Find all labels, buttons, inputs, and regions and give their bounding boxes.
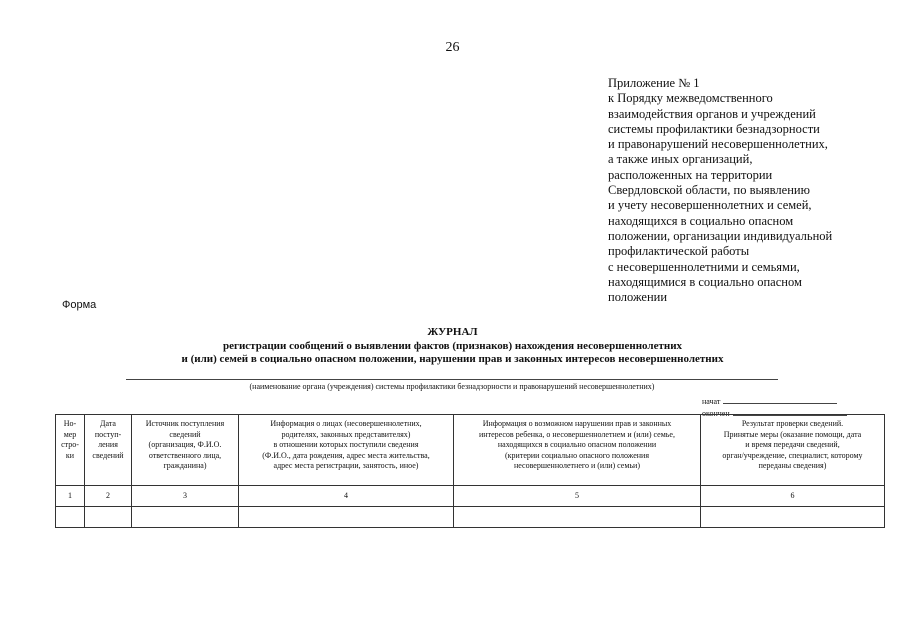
appendix-line: взаимодействия органов и учреждений	[608, 106, 816, 121]
appendix-line: Свердловской области, по выявлению	[608, 183, 810, 198]
table-header-row	[56, 415, 885, 486]
started-row	[702, 395, 847, 407]
appendix-line: к Порядку межведомственного	[608, 91, 773, 106]
appendix-line: находящихся в социально опасном	[608, 213, 794, 228]
column-number-row	[56, 486, 885, 507]
org-name-fill-line	[126, 379, 778, 380]
appendix-line: а также иных организаций,	[608, 152, 753, 167]
table-cell	[85, 507, 132, 528]
header-row-number: Но- мер стро- ки	[56, 415, 85, 486]
column-number: 4	[239, 486, 454, 507]
column-number: 3	[132, 486, 239, 507]
column-number: 6	[701, 486, 885, 507]
started-fill-line	[723, 395, 837, 404]
ended-label: окончен	[702, 409, 730, 418]
header-check-result: Результат проверки сведений. Принятые меры (оказание помощи, дата и время передачи сведений, орган/учреждение, специалист, которому переданы сведения)	[701, 415, 885, 486]
table-row	[56, 507, 885, 528]
column-number: 5	[454, 486, 701, 507]
header-persons-info: Информация о лицах (несовершеннолетних, родителях, законных представителях) в отношении которых поступили сведения (Ф.И.О., дата рождения, адрес места жительства, адрес места регистрации, занятость, иное)	[239, 415, 454, 486]
appendix-line: положении, организации индивидуальной	[608, 228, 833, 243]
table-cell	[239, 507, 454, 528]
journal-title-block	[0, 326, 905, 367]
journal-subtitle-line: регистрации сообщений о выявлении фактов (признаков) нахождения несовершеннолетних	[222, 339, 683, 352]
column-number: 2	[85, 486, 132, 507]
appendix-line: находящимися в социально опасном	[608, 274, 802, 289]
appendix-line: с несовершеннолетними и семьями,	[608, 259, 800, 274]
header-source: Источник поступления сведений (организация, Ф.И.О. ответственного лица, гражданина)	[132, 415, 239, 486]
journal-subtitle-line: и (или) семей в социально опасном положении, нарушении прав и законных интересов несовершеннолетних	[181, 353, 724, 365]
appendix-line: и учету несовершеннолетних и семей,	[608, 198, 812, 213]
appendix-line: профилактической работы	[608, 244, 750, 259]
appendix-line: системы профилактики безнадзорности	[608, 121, 820, 136]
appendix-line: и правонарушений несовершеннолетних,	[608, 137, 828, 152]
form-label: Форма	[62, 299, 97, 311]
appendix-block	[608, 76, 893, 305]
table-cell	[56, 507, 85, 528]
appendix-line: Приложение № 1	[608, 76, 700, 90]
header-violation-info: Информация о возможном нарушении прав и законных интересов ребенка, о несовершеннолетнем и (или) семье, находящихся в социально опасном положении (критерии социально опасного положения несовершеннолетнего и (или) семьи)	[454, 415, 701, 486]
started-label: начат	[702, 397, 721, 406]
appendix-line: положении	[608, 290, 668, 305]
journal-table	[55, 414, 885, 528]
org-name-caption: (наименование органа (учреждения) системы профилактики безнадзорности и правонарушений несовершеннолетних)	[249, 382, 655, 391]
appendix-line: расположенных на территории	[608, 167, 773, 182]
table-cell	[701, 507, 885, 528]
column-number: 1	[56, 486, 85, 507]
journal-title: ЖУРНАЛ	[427, 326, 478, 338]
table-cell	[132, 507, 239, 528]
page-number: 26	[445, 40, 460, 55]
table-cell	[454, 507, 701, 528]
header-date-received: Дата поступ- ления сведений	[85, 415, 132, 486]
